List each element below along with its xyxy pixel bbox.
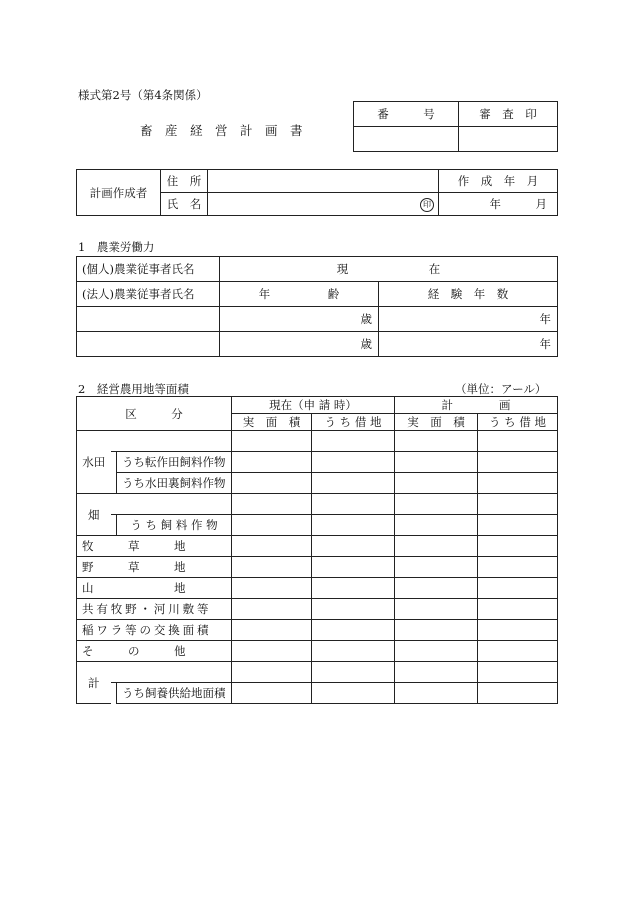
- seal-header: 審 査 印: [459, 102, 558, 127]
- paddy-sub1-plan-lease[interactable]: [478, 452, 558, 473]
- worker-name-field[interactable]: [77, 307, 220, 332]
- field-current-actual[interactable]: [232, 494, 312, 515]
- field-sub-current-actual[interactable]: [232, 515, 312, 536]
- total-sub-plan-lease[interactable]: [478, 683, 558, 704]
- paddy-current-lease[interactable]: [312, 431, 395, 452]
- straw-plan-actual[interactable]: [395, 620, 478, 641]
- forest-current-lease[interactable]: [312, 578, 395, 599]
- experience-field[interactable]: 年: [379, 307, 558, 332]
- number-field[interactable]: [354, 127, 459, 152]
- total-plan-actual[interactable]: [395, 662, 478, 683]
- address-label: 住 所: [161, 170, 208, 193]
- total-sub-plan-actual[interactable]: [395, 683, 478, 704]
- address-field[interactable]: [208, 170, 439, 193]
- paddy-total-cell: [111, 431, 232, 452]
- planner-table: [76, 169, 558, 216]
- pasture-label: 牧 草 地: [77, 536, 232, 557]
- other-plan-lease[interactable]: [478, 641, 558, 662]
- common-current-actual[interactable]: [232, 599, 312, 620]
- section1-heading: 1 農業労働力: [78, 240, 155, 254]
- total-label: 計: [77, 662, 111, 704]
- other-label: そ の 他: [77, 641, 232, 662]
- paddy-sub2-current-actual[interactable]: [232, 473, 312, 494]
- other-plan-actual[interactable]: [395, 641, 478, 662]
- paddy-plan-actual[interactable]: [395, 431, 478, 452]
- number-header: 番 号: [354, 102, 459, 127]
- pasture-plan-actual[interactable]: [395, 536, 478, 557]
- common-plan-actual[interactable]: [395, 599, 478, 620]
- name-label: 氏 名: [161, 193, 208, 216]
- corporate-label: (法人)農業従事者氏名: [77, 282, 220, 307]
- field-sub-current-lease[interactable]: [312, 515, 395, 536]
- pasture-plan-lease[interactable]: [478, 536, 558, 557]
- paddy-sub1-label: うち転作田飼料作物: [117, 452, 232, 473]
- paddy-current-actual[interactable]: [232, 431, 312, 452]
- paddy-label: 水田: [77, 431, 111, 494]
- common-plan-lease[interactable]: [478, 599, 558, 620]
- common-land-label: 共有牧野・河川敷等: [77, 599, 232, 620]
- grassland-plan-actual[interactable]: [395, 557, 478, 578]
- common-current-lease[interactable]: [312, 599, 395, 620]
- straw-exchange-label: 稲ワラ等の交換面積: [77, 620, 232, 641]
- current-lease-header: う ち 借 地: [312, 414, 395, 431]
- forest-current-actual[interactable]: [232, 578, 312, 599]
- total-plan-lease[interactable]: [478, 662, 558, 683]
- pasture-current-actual[interactable]: [232, 536, 312, 557]
- total-cell: [111, 662, 232, 683]
- field-current-lease[interactable]: [312, 494, 395, 515]
- seal-mark-icon: 印: [420, 198, 434, 212]
- age-header: 年 齢: [220, 282, 379, 307]
- pasture-current-lease[interactable]: [312, 536, 395, 557]
- field-plan-lease[interactable]: [478, 494, 558, 515]
- labor-table: [76, 256, 558, 357]
- straw-current-lease[interactable]: [312, 620, 395, 641]
- paddy-sub2-plan-lease[interactable]: [478, 473, 558, 494]
- field-sub-label: う ち 飼 料 作 物: [117, 515, 232, 536]
- date-field[interactable]: 年 月: [439, 193, 558, 216]
- current-actual-header: 実 面 積: [232, 414, 312, 431]
- forest-plan-actual[interactable]: [395, 578, 478, 599]
- total-sub-current-lease[interactable]: [312, 683, 395, 704]
- page-title: 畜 産 経 営 計 画 書: [140, 123, 303, 138]
- field-plan-actual[interactable]: [395, 494, 478, 515]
- forest-label: 山 地: [77, 578, 232, 599]
- current-header: 現 在: [220, 257, 558, 282]
- age-field[interactable]: 歳: [220, 307, 379, 332]
- name-field[interactable]: [208, 193, 439, 216]
- worker-name-field[interactable]: [77, 332, 220, 357]
- grassland-current-lease[interactable]: [312, 557, 395, 578]
- plan-actual-header: 実 面 積: [395, 414, 478, 431]
- grassland-current-actual[interactable]: [232, 557, 312, 578]
- category-header: 区 分: [77, 397, 232, 431]
- section2-heading: 2 経営農用地等面積: [78, 382, 189, 396]
- other-current-actual[interactable]: [232, 641, 312, 662]
- total-current-lease[interactable]: [312, 662, 395, 683]
- office-use-table: [353, 101, 558, 152]
- age-field[interactable]: 歳: [220, 332, 379, 357]
- date-label: 作 成 年 月: [439, 170, 558, 193]
- paddy-plan-lease[interactable]: [478, 431, 558, 452]
- current-header: 現在（申 請 時）: [232, 397, 395, 414]
- paddy-sub1-current-actual[interactable]: [232, 452, 312, 473]
- field-total-cell: [111, 494, 232, 515]
- straw-current-actual[interactable]: [232, 620, 312, 641]
- field-label: 畑: [77, 494, 111, 536]
- paddy-sub2-current-lease[interactable]: [312, 473, 395, 494]
- unit-note: （単位：アール）: [455, 382, 547, 396]
- form-label: 様式第2号（第4条関係）: [78, 88, 208, 102]
- paddy-sub2-plan-actual[interactable]: [395, 473, 478, 494]
- paddy-sub1-plan-actual[interactable]: [395, 452, 478, 473]
- experience-field[interactable]: 年: [379, 332, 558, 357]
- forest-plan-lease[interactable]: [478, 578, 558, 599]
- field-sub-plan-lease[interactable]: [478, 515, 558, 536]
- land-area-table: [76, 396, 558, 704]
- paddy-sub1-current-lease[interactable]: [312, 452, 395, 473]
- other-current-lease[interactable]: [312, 641, 395, 662]
- field-sub-plan-actual[interactable]: [395, 515, 478, 536]
- grassland-label: 野 草 地: [77, 557, 232, 578]
- grassland-plan-lease[interactable]: [478, 557, 558, 578]
- total-current-actual[interactable]: [232, 662, 312, 683]
- paddy-sub2-label: うち水田裏飼料作物: [117, 473, 232, 494]
- straw-plan-lease[interactable]: [478, 620, 558, 641]
- total-sub-label: うち飼養供給地面積: [117, 683, 232, 704]
- plan-header: 計 画: [395, 397, 558, 414]
- plan-lease-header: う ち 借 地: [478, 414, 558, 431]
- planner-header: 計画作成者: [77, 170, 161, 216]
- experience-header: 経 験 年 数: [379, 282, 558, 307]
- total-sub-current-actual[interactable]: [232, 683, 312, 704]
- individual-label: (個人)農業従事者氏名: [77, 257, 220, 282]
- seal-field[interactable]: [459, 127, 558, 152]
